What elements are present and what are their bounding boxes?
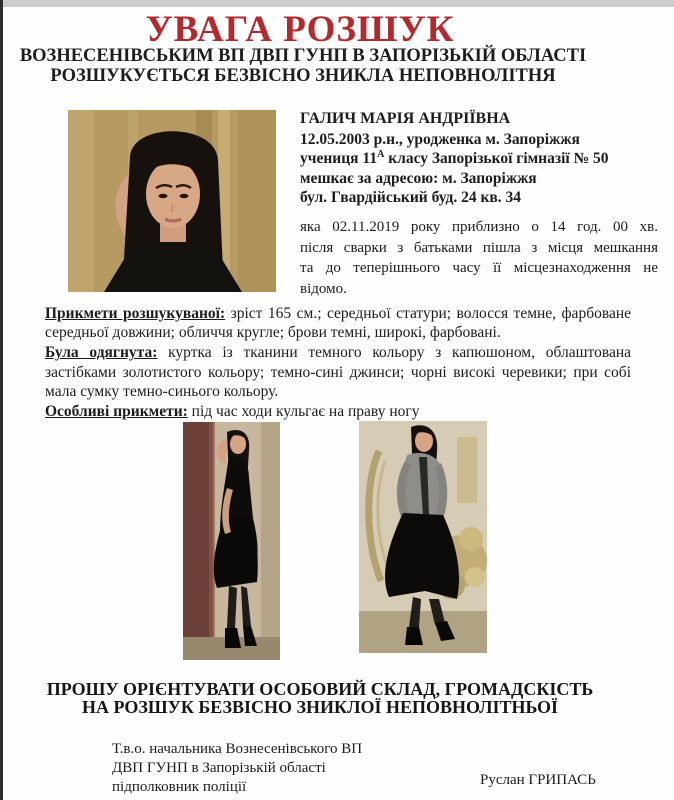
poster-subtitle [8,47,598,86]
appeal-text [20,680,620,716]
clothing-text: куртка із тканини темного кольору з капюшоном, облаштована застібками золотистого кольору; темно-сині джинси; чорні високі черевики; при собі мала сумку темно-синього кольору. [45,344,631,400]
top-scan-strip [0,0,674,7]
left-scan-edge-line [0,0,3,800]
disappearance-paragraph: яка 02.11.2019 року приблизно о 14 год. 00 хв. після сварки з батьками пішла з місця мешкання та до теперішнього часу її місцезнаходження не відомо. [300,219,658,297]
full-length-photo-right-image [359,421,487,653]
person-name: ГАЛИЧ МАРІЯ АНДРІЇВНА [300,110,511,127]
description-sections [45,304,631,422]
portrait-photo-image [68,110,276,292]
portrait-photo [68,110,276,292]
clothing-paragraph [45,343,631,401]
appeal-line-2: НА РОЗШУК БЕЗВІСНО ЗНИКЛОЇ НЕПОВНОЛІТНЬОЇ [81,697,559,717]
special-marks-label: Особливі прикмети: [45,403,188,421]
person-info-block [300,109,658,208]
school-class-superscript: А [377,148,385,160]
features-paragraph [45,304,631,342]
school-line-prefix: учениця 11 [300,150,378,167]
signature-line-3: підполковник поліції [112,779,247,795]
appeal-line-1: ПРОШУ ОРІЄНТУВАТИ ОСОБОВИЙ СКЛАД, ГРОМАДСКІСТЬ [46,679,594,699]
full-length-photo-left [183,422,280,660]
person-address-line-1: мешкає за адресою: м. Запоріжжя [300,169,537,187]
poster-title: УВАГА РОЗШУК [145,9,455,50]
person-birth-line: 12.05.2003 р.н., уродженка м. Запоріжжя [300,130,580,148]
special-marks-text: під час ходи кульгає на праву ногу [187,403,420,421]
signature-line-1: Т.в.о. начальника Вознесенівського ВП [112,741,363,757]
signatory-name: Руслан ГРИПАСЬ [480,772,596,788]
signature-line-2: ДВП ГУНП в Запорізькій області [112,760,326,776]
subtitle-line-1: ВОЗНЕСЕНІВСЬКИМ ВП ДВП ГУНП В ЗАПОРІЗЬКІЙ ОБЛАСТІ [19,46,587,66]
school-line-suffix: класу Запорізької гімназії № 50 [384,150,609,167]
features-text: зріст 165 см.; середньої статури; волосся темне, фарбоване середньої довжини; обличчя кругле; брови темні, широкі, фарбовані. [45,305,631,342]
person-address-line-2: бул. Гвардійський буд. 24 кв. 34 [300,189,522,206]
subtitle-line-2: РОЗШУКУЄТЬСЯ БЕЗВІСНО ЗНИКЛА НЕПОВНОЛІТНЯ [50,65,556,86]
features-label: Прикмети розшукуваної: [45,305,226,322]
person-school-line [300,149,658,169]
full-length-photo-left-image [183,422,280,660]
special-marks-paragraph [45,402,631,421]
signature-block [112,740,362,797]
full-length-photo-right [359,421,487,653]
clothing-label: Була одягнута: [45,344,158,362]
